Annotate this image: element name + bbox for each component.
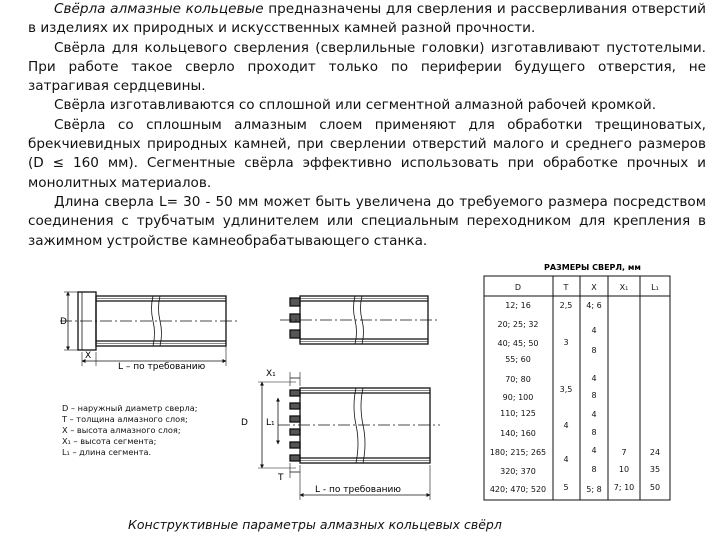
cell-X1: 10: [618, 465, 630, 474]
cell-X: 8: [591, 465, 597, 474]
cell-X: 8: [591, 428, 597, 437]
cell-D: 180; 215; 265: [489, 448, 547, 457]
paragraph-1: [28, 0, 706, 39]
dim-L-label-2: L - по требованию: [315, 485, 401, 495]
cell-X1: 7: [621, 448, 627, 457]
cell-X: 8: [591, 391, 597, 400]
paragraph-2: Свёрла для кольцевого сверления (сверлильные головки) изготавливают пустотелыми. При работе такое сверло проходит только по периферии будущего отверстия, не затрагивая сердцевины.: [28, 39, 706, 95]
dim-D-label-1: D: [60, 317, 67, 327]
figure-caption: Конструктивные параметры алмазных кольцевых свёрл: [128, 517, 502, 532]
technical-figure: [0, 262, 720, 540]
paragraph-1-rest: предназначены для сверления и рассверливания отверстий в изделиях их природных и искусственных камней разной прочности.: [28, 1, 706, 37]
paragraph-3: Свёрла изготавливаются со сплошной или сегментной алмазной рабочей кромкой.: [54, 97, 657, 114]
dim-L-label-1: L – по требованию: [118, 362, 206, 372]
cell-X: 5; 8: [586, 485, 602, 494]
table-title: РАЗМЕРЫ СВЕРЛ, мм: [544, 263, 641, 272]
cell-D: 12; 16: [505, 301, 531, 310]
drill-drawing-segment-side: [280, 296, 438, 344]
dim-X1-label: X₁: [266, 369, 276, 379]
cell-L1: 35: [649, 465, 661, 474]
cell-X: 4: [591, 446, 597, 455]
cell-L1: 50: [649, 483, 661, 492]
dim-T-label: T: [278, 473, 284, 483]
drawing-legend: [61, 403, 198, 457]
cell-T: 3,5: [559, 385, 573, 394]
size-table: [484, 276, 670, 500]
cell-D: 55; 60: [505, 355, 531, 364]
header-T: T: [563, 283, 569, 292]
legend-line-X1: X₁ – высота сегмента;: [62, 436, 157, 446]
legend-line-D: D – наружный диаметр сверла;: [62, 403, 198, 413]
header-D: D: [514, 283, 522, 292]
cell-X: 4: [591, 326, 597, 335]
cell-T: 5: [563, 483, 569, 492]
cell-D: 40; 45; 50: [497, 339, 539, 348]
paragraph-4: Свёрла со сплошным алмазным слоем применяют для обработки трещиноватых, брекчиевидных природных камней, при сверлении отверстий малого и среднего размеров (D ≤ 160 мм). Сегментные свёрла эффективно использовать при обработке прочных и монолитных материалов.: [28, 116, 706, 191]
body-text: [28, 0, 706, 251]
cell-T: 4: [563, 455, 569, 464]
cell-D: 110; 125: [500, 409, 536, 418]
cell-D: 90; 100: [502, 393, 534, 402]
cell-D: 420; 470; 520: [489, 485, 547, 494]
cell-X1: 7; 10: [613, 483, 635, 492]
dim-L1-label: L₁: [266, 418, 275, 428]
header-X: X: [591, 283, 597, 292]
drill-drawing-segmented: [258, 372, 440, 500]
term-emphasis: Свёрла алмазные кольцевые: [54, 1, 264, 17]
cell-D: 20; 25; 32: [497, 320, 539, 329]
paragraph-5: Длина сверла L= 30 - 50 мм может быть увеличена до требуемого размера посредством соединения с трубчатым удлинителем или специальным переходником для крепления в зажимном устройстве камнеобрабатывающего станка.: [28, 193, 706, 249]
cell-X: 4: [591, 374, 597, 383]
cell-X: 4; 6: [586, 301, 602, 310]
cell-D: 70; 80: [505, 375, 531, 384]
cell-L1: 24: [649, 448, 661, 457]
legend-line-L1: L₁ – длина сегмента.: [62, 447, 152, 457]
cell-T: 4: [563, 421, 569, 430]
cell-D: 140; 160: [500, 429, 536, 438]
dim-D-label-2: D: [241, 418, 248, 428]
cell-D: 320; 370: [500, 467, 536, 476]
header-L1: L₁: [651, 283, 659, 292]
dim-X-label: X: [85, 351, 92, 361]
cell-X: 4: [591, 410, 597, 419]
header-X1: X₁: [619, 283, 629, 292]
legend-line-T: T – толщина алмазного слоя;: [62, 414, 188, 424]
cell-X: 8: [591, 346, 597, 355]
cell-T: 3: [563, 338, 569, 347]
legend-line-X: X – высота алмазного слоя;: [62, 425, 181, 435]
cell-T: 2,5: [559, 301, 573, 310]
